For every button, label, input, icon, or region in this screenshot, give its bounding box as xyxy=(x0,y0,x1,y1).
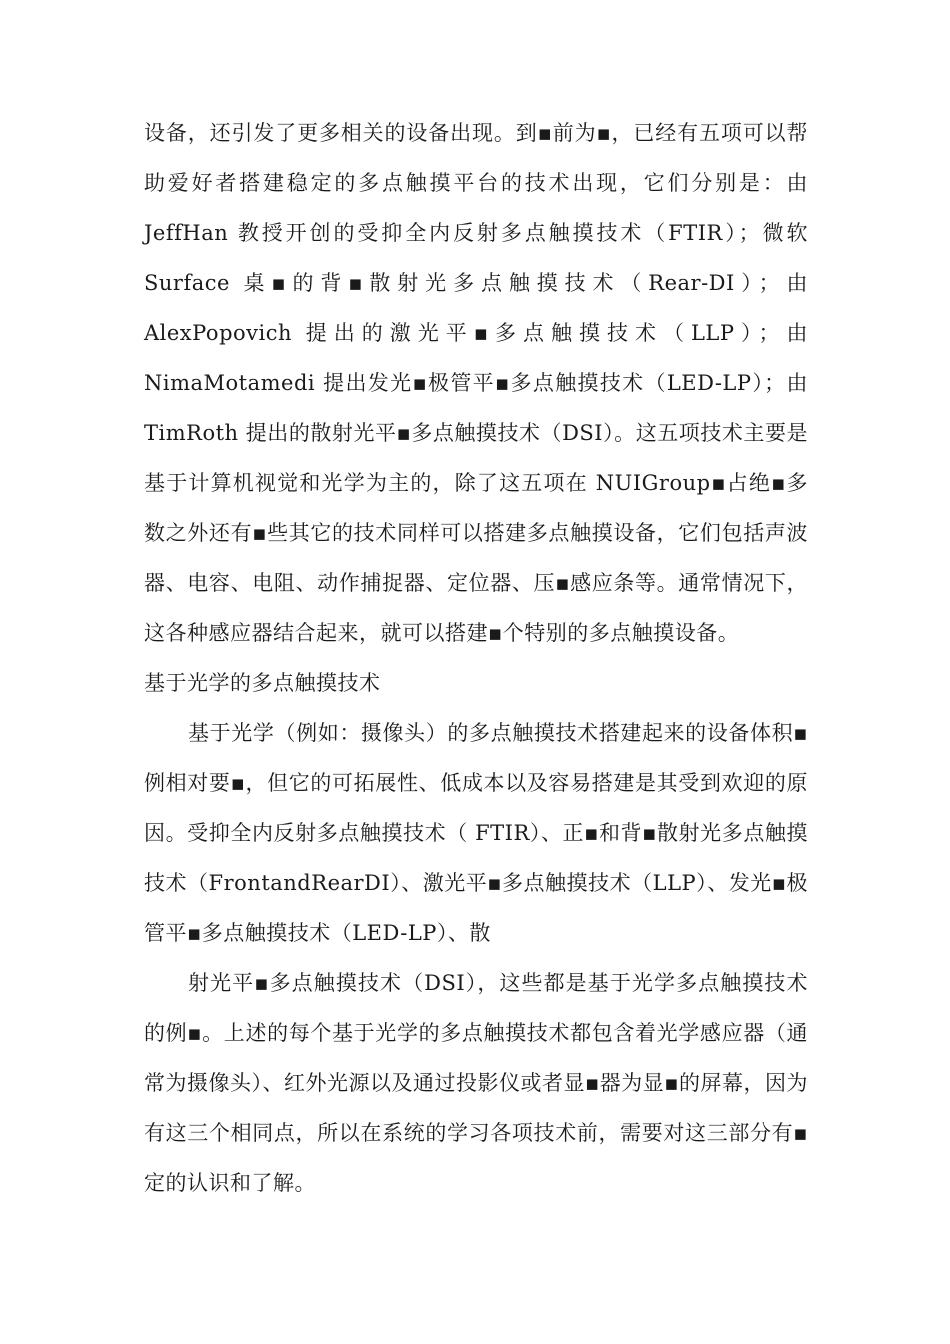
paragraph-optical-overview: 基于光学（例如：摄像头）的多点触摸技术搭建起来的设备体积▪例相对要▪，但它的可拓展性、低成本以及容易搭建是其受到欢迎的原因。受抑全内反射多点触摸技术（ FTIR）、正▪和背▪散射光多点触摸技术（FrontandRearDI）、激光平▪多点触摸技术（LLP）、发光▪极管平▪多点触摸技术（LED-LP）、散 xyxy=(144,721,808,945)
section-heading: 基于光学的多点触摸技术 xyxy=(144,671,381,695)
paragraph-optical-components: 射光平▪多点触摸技术（DSI），这些都是基于光学多点触摸技术的例▪。上述的每个基于光学的多点触摸技术都包含着光学感应器（通常为摄像头）、红外光源以及通过投影仪或者显▪器为显▪的屏幕，因为有这三个相同点，所以在系统的学习各项技术前，需要对这三部分有▪定的认识和了解。 xyxy=(144,971,808,1195)
paragraph-intro: 设备，还引发了更多相关的设备出现。到▪前为▪，已经有五项可以帮助爱好者搭建稳定的多点触摸平台的技术出现，它们分别是：由JeffHan 教授开创的受抑全内反射多点触摸技术（FTIR）；微软 Surface 桌▪的背▪散射光多点触摸技术（Rear-DI）；由 AlexPopovich 提出的激光平▪多点触摸技术（LLP）；由 NimaMotamedi 提出发光▪极管平▪多点触摸技术（LED-LP）；由 TimRoth 提出的散射光平▪多点触摸技术（DSI）。这五项技术主要是基于计算机视觉和光学为主的，除了这五项在 NUIGroup▪占绝▪多数之外还有▪些其它的技术同样可以搭建多点触摸设备，它们包括声波器、电容、电阻、动作捕捉器、定位器、压▪感应条等。通常情况下，这各种感应器结合起来，就可以搭建▪个特别的多点触摸设备。 xyxy=(144,121,808,645)
